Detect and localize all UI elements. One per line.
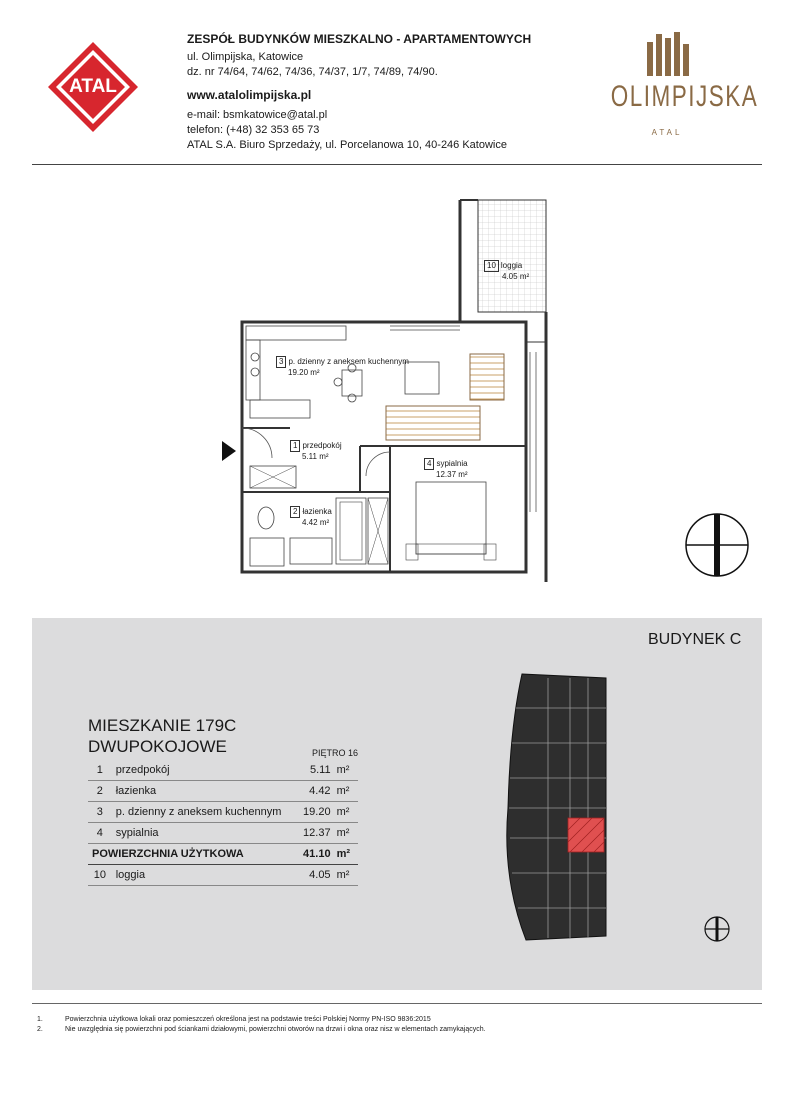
header-title: ZESPÓŁ BUDYNKÓW MIESZKALNO - APARTAMENTOWYCH <box>187 32 532 46</box>
olimpijska-logo <box>592 30 759 145</box>
apartment-title: MIESZKANIE 179C <box>88 716 237 735</box>
header-divider <box>32 164 762 165</box>
footer-divider <box>32 1003 762 1004</box>
north-compass-small-icon <box>704 916 730 942</box>
building-label: BUDYNEK C <box>648 631 742 648</box>
area-table <box>88 760 358 886</box>
atal-logo <box>46 40 140 134</box>
footnote-2: 2. Nie uwzględnia się powierzchni pod ściankami działowymi, powierzchni otworów na drzwi i okna oraz nisz w elementach zamykających. <box>37 1026 486 1033</box>
header-block <box>187 32 531 153</box>
label-living: 3 p. dzienny z aneksem kuchennym 19.20 m² <box>276 356 409 378</box>
floor-label: PIĘTRO 16 <box>312 748 359 758</box>
table-row: 4 sypialnia 12.37 m² <box>88 823 358 844</box>
footnote-1: 1. Powierzchnia użytkowa lokali oraz pomieszczeń określona jest na podstawie treści Polskiej Normy PN-ISO 9836:2015 <box>37 1016 431 1023</box>
entrance-arrow-icon <box>222 441 236 461</box>
label-bathroom: 2 łazienka 4.42 m² <box>290 506 332 528</box>
north-compass-icon <box>684 512 750 578</box>
table-row: 2 łazienka 4.42 m² <box>88 781 358 802</box>
label-bedroom: 4 sypialnia 12.37 m² <box>424 458 468 480</box>
apartment-type: DWUPOKOJOWE <box>88 737 227 756</box>
label-loggia: 10 loggia 4.05 m² <box>484 260 529 282</box>
total-row: POWIERZCHNIA UŻYTKOWA 41.10 m² <box>88 844 358 865</box>
atal-logo-text: ATAL <box>69 76 117 97</box>
header-phone: telefon: (+48) 32 353 65 73 <box>187 124 320 136</box>
building-key-plan <box>498 668 618 944</box>
header-email[interactable]: e-mail: bsmkatowice@atal.pl <box>187 109 328 121</box>
brand-name: OLIMPIJSKA <box>610 80 759 113</box>
table-row: 10 loggia 4.05 m² <box>88 865 358 886</box>
floor-plan <box>200 192 560 582</box>
brand-sub: ATAL <box>651 128 683 137</box>
header-office: ATAL S.A. Biuro Sprzedaży, ul. Porcelanowa 10, 40-246 Katowice <box>187 139 507 151</box>
header-website[interactable]: www.atalolimpijska.pl <box>187 88 312 102</box>
table-row: 3 p. dzienny z aneksem kuchennym 19.20 m² <box>88 802 358 823</box>
header-plots: dz. nr 74/64, 74/62, 74/36, 74/37, 1/7, 74/89, 74/90. <box>187 66 438 78</box>
label-hall: 1 przedpokój 5.11 m² <box>290 440 342 462</box>
table-row: 1 przedpokój 5.11 m² <box>88 760 358 781</box>
header-address: ul. Olimpijska, Katowice <box>187 51 304 63</box>
